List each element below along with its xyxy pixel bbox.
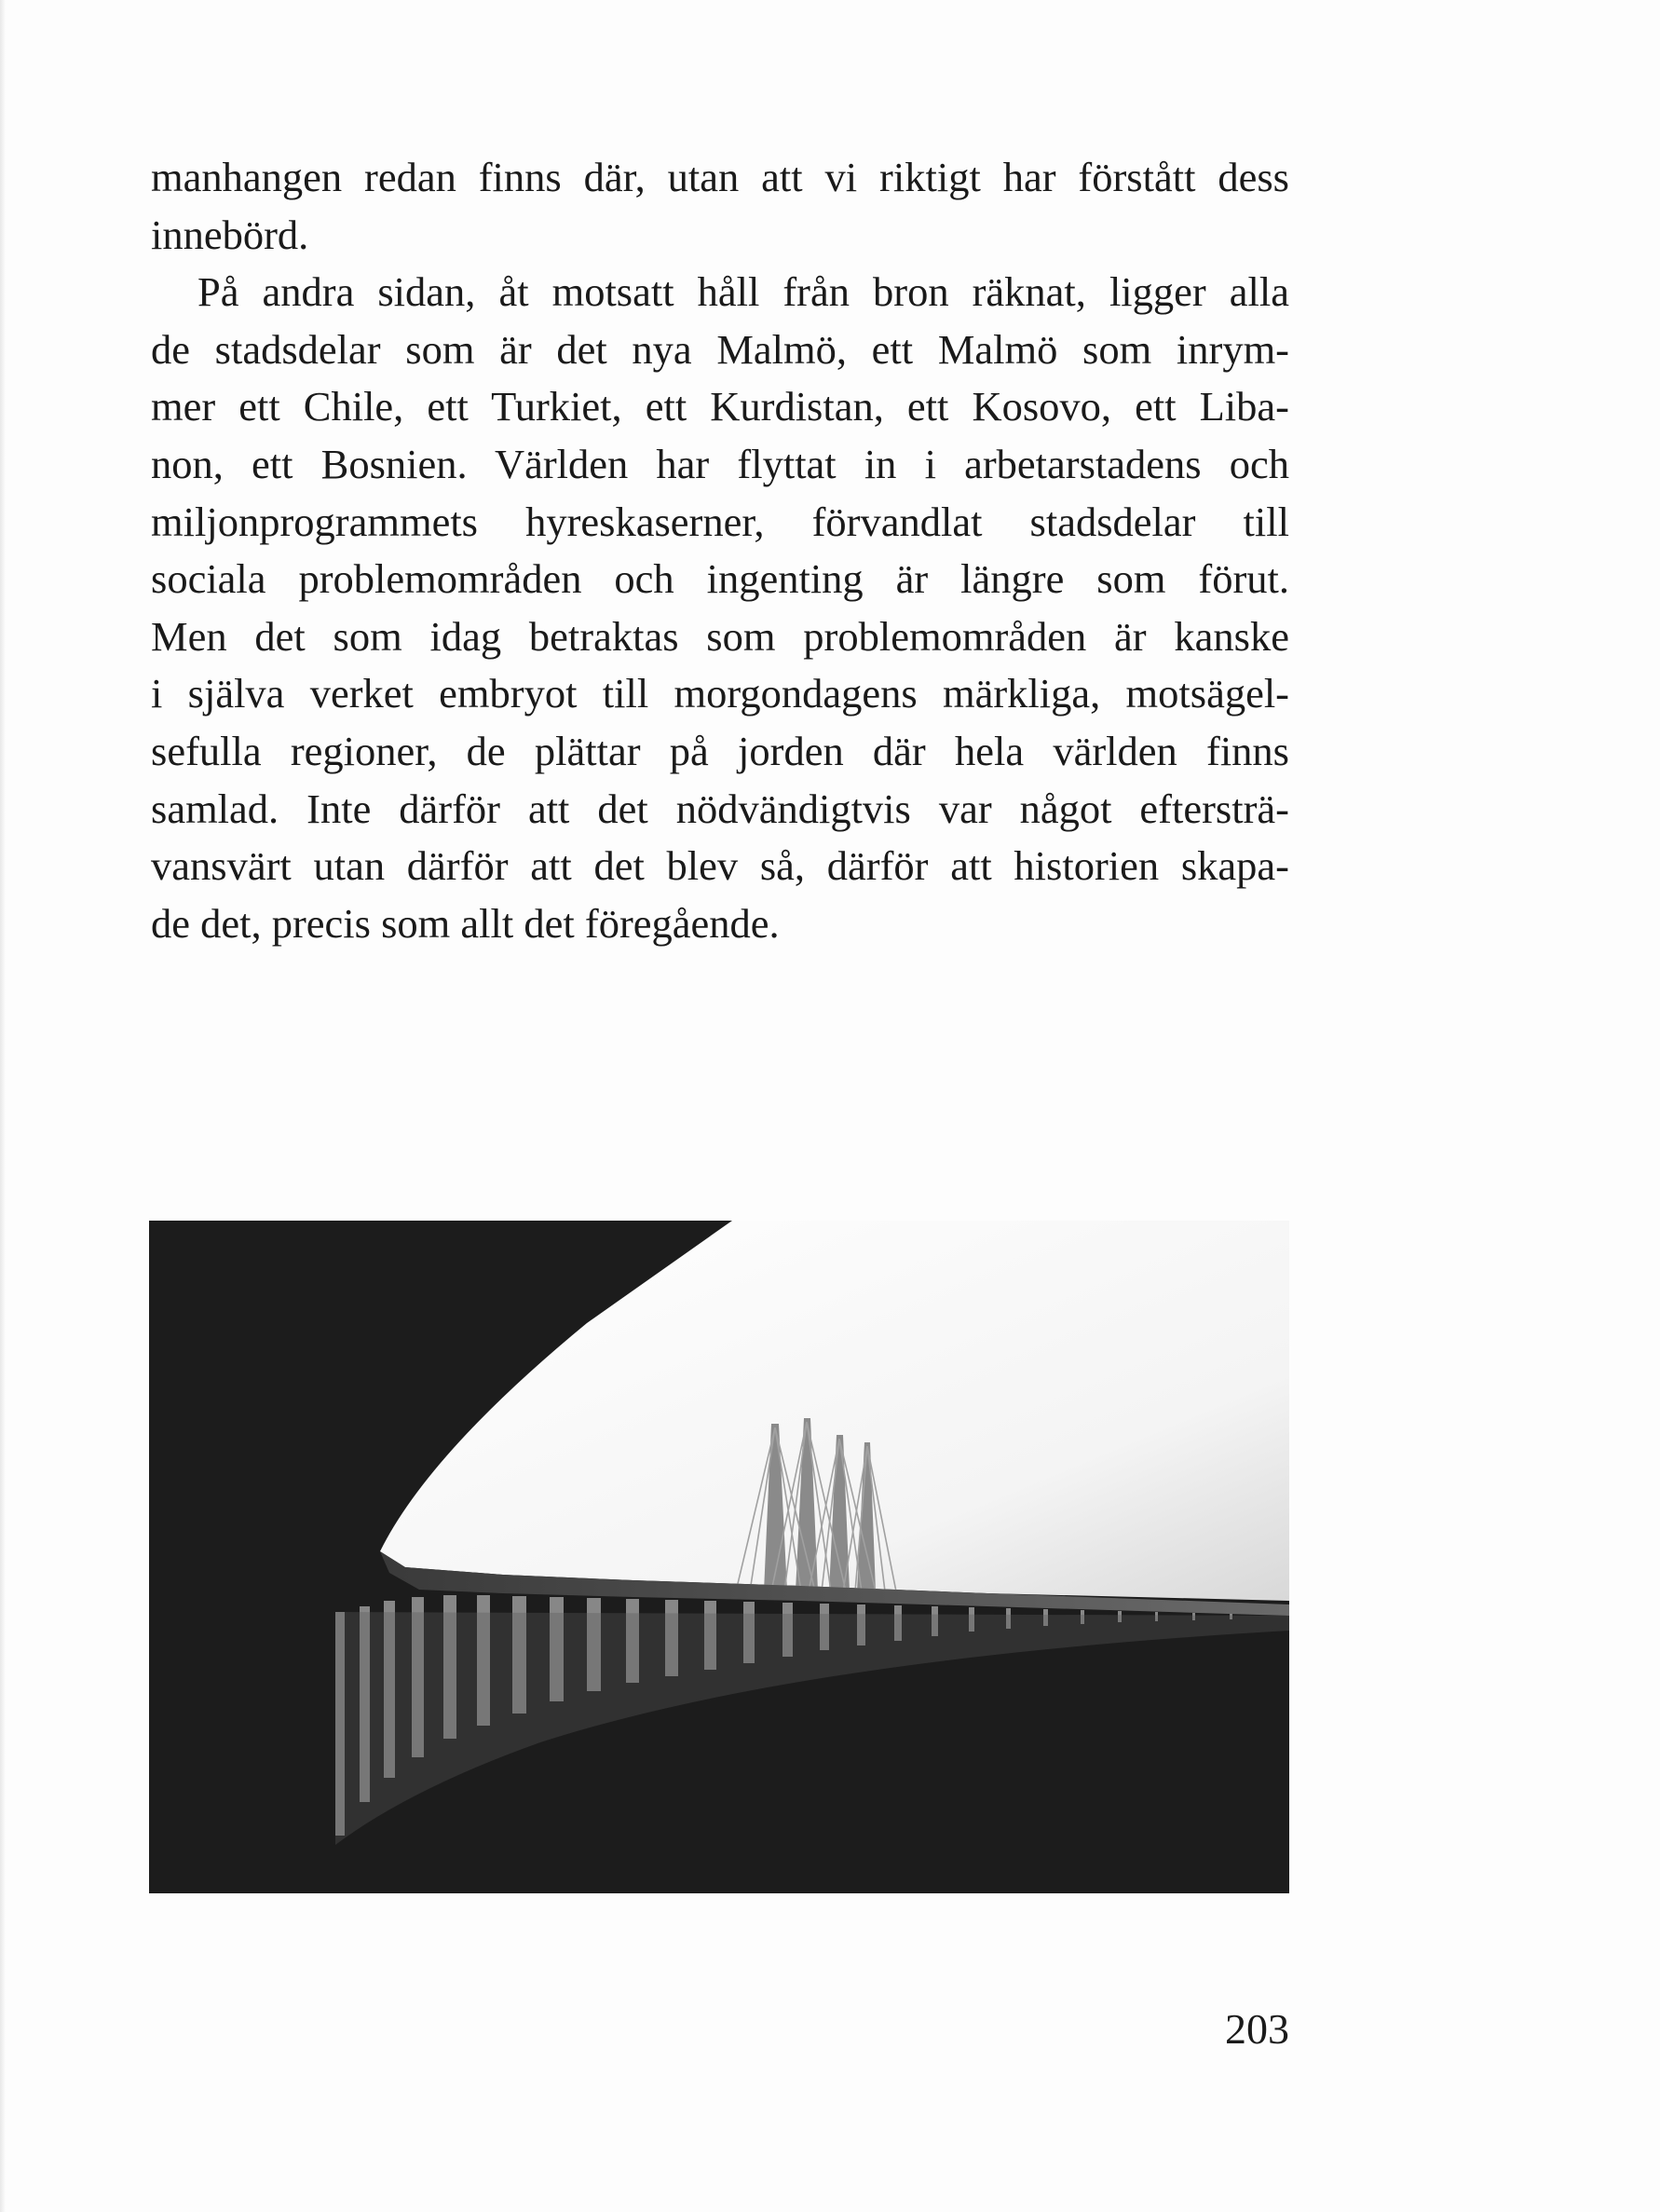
text-line: de stadsdelar som är det nya Malmö, ett Malmö som inrym- (151, 325, 1289, 373)
text-line: mer ett Chile, ett Turkiet, ett Kurdistan, ett Kosovo, ett Liba- (151, 383, 1289, 430)
text-line: de det, precis som allt det föregående. (151, 899, 780, 947)
body-text (151, 149, 1289, 952)
text-line: i själva verket embryot till morgondagens märkliga, motsägel- (151, 670, 1289, 717)
text-line: miljonprogrammets hyreskaserner, förvandlat stadsdelar till (151, 498, 1289, 545)
text-line: sefulla regioner, de plättar på jorden där hela världen finns (151, 727, 1289, 774)
page-number: 203 (1225, 2005, 1289, 2053)
bridge-photo-icon (149, 1221, 1289, 1893)
bridge-photo (149, 1221, 1289, 1893)
text-line: samlad. Inte därför att det nödvändigtvis var något eftersträ- (151, 785, 1289, 832)
text-line: manhangen redan finns där, utan att vi riktigt har förstått dess (151, 154, 1289, 200)
text-line: Men det som idag betraktas som problemområden är kanske (151, 612, 1289, 660)
text-line: På andra sidan, åt motsatt håll från bron räknat, ligger alla (197, 268, 1289, 316)
text-line: innebörd. (151, 211, 309, 258)
scan-edge (0, 0, 6, 2212)
text-line: non, ett Bosnien. Världen har flyttat in i arbetarstadens och (151, 440, 1289, 487)
text-line: vansvärt utan därför att det blev så, därför att historien skapa- (151, 842, 1289, 890)
text-line: sociala problemområden och ingenting är längre som förut. (151, 555, 1289, 603)
